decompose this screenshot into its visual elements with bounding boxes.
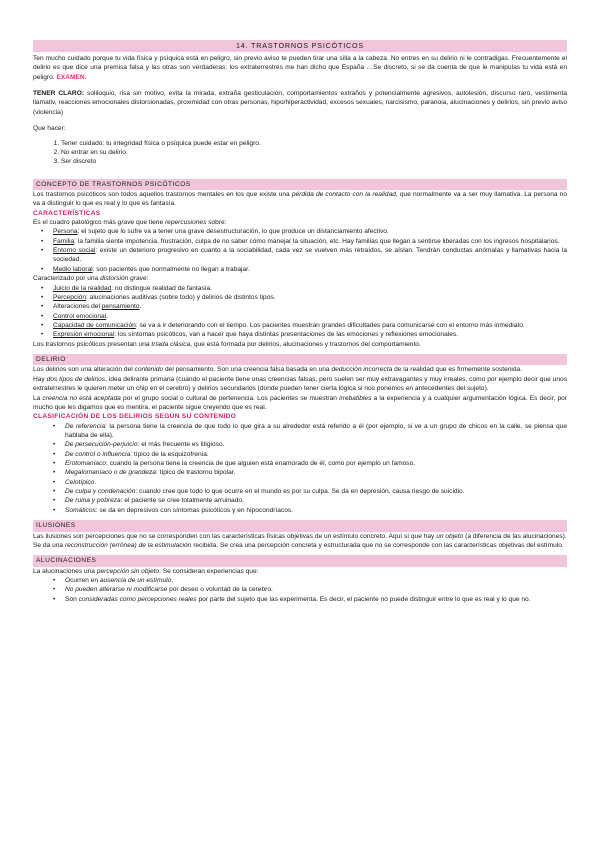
list-item: 3. Ser discreto	[61, 157, 567, 166]
list-item: • Persona: el sujeto que lo sufre va a tener una grave desestructuración, lo que produce un distanciamiento afectivo.	[33, 227, 567, 236]
delirio-paragraph-2: Hay dos tipos de delirios, idea delirante primaria (cuando el paciente tiene unas creencias falsas, pero suelen ser muy extravagantes y muy irreales, como por ejemplo decir que unos extraterrestres le quieren meter un chip en el cerebro) y delirios secundarios (donde pueden tener cierta lógica si nos ponemos en antecedentes del sujeto).	[33, 375, 568, 393]
tener-claro-text: soliloquio, risa sin motivo, evita la mirada, extraña gesticulación, comportamientos extraños y potencialmente agresivos, autolesión, discurso raro, vestimenta llamativ, reacciones emocionales distorsionadas, proximidad con otras personas, hipo/hiperactividad, excesos sexuales, narcisismo, paranoia, alucinaciones y delirios, sin previo aviso (violencia)	[33, 90, 567, 116]
exam-tag: EXAMEN.	[56, 73, 87, 81]
caracteristicas-intro: Es el cuadro patológico más grave que tiene repercusiones sobre:	[33, 219, 227, 227]
list-item: • Percepción: alucinaciones auditivas (sobre todo) y delirios de distintos tipos.	[33, 293, 567, 302]
ilusiones-paragraph-1: Las ilusiones son percepciones que no se corresponden con las características físicas objetivas de un estímulo concreto. Aquí sí que hay un objeto (a diferencia de las alucinaciones).	[33, 532, 567, 540]
list-item: • De referencia: la persona tiene la creencia de que todo lo que gira a su alrededor está referido a él (por ejemplo, si ve a un grupo de chicos en la calle, se piensa que hablaba de ella).	[45, 422, 567, 441]
delirio-paragraph-3: La creencia no está aceptada por el grupo social o cultural de pertenencia. Los pacientes se muestran irrebatibles a la experiencia y a cualquier argumentación lógica. Es decir, por mucho que les digamos que es mentira, el paciente sigue creyendo que es real.	[33, 394, 568, 411]
list-item: • De control o influencia: típico de la esquizofrenia.	[45, 450, 567, 459]
alucinaciones-list	[33, 576, 567, 604]
list-item: • Somáticos: se da en depresivos con síntomas psicóticos y en hipocondríacos.	[45, 506, 567, 515]
list-item: • No pueden alterarse ni modificarse por deseo o voluntad de la cerebro.	[45, 585, 567, 594]
repercusiones-list	[33, 227, 567, 274]
que-hacer-list	[33, 139, 567, 167]
distorsion-intro: Caracterizado por una distorsión grave:	[33, 275, 149, 283]
list-item: 2. No entrar en su delirio.	[61, 148, 567, 157]
list-item: • Megalomaníaco o de grandeza: típico de trastorno bipolar.	[45, 468, 567, 477]
list-item: • De ruina y pobreza: el paciente se cree totalmente arruinado.	[45, 496, 567, 505]
alucinaciones-intro: La alucinaciones una percepción sin objeto. Se consideran experiencias que:	[33, 567, 259, 575]
section-heading-concepto: CONCEPTO DE TRASTORNOS PSICÓTICOS	[33, 179, 567, 190]
intro-text: Ten mucho cuidado porque tu vida física y psíquica está en peligro, sin previo aviso te pueden tirar una silla a la cabeza. No entres en su delirio ni le contradigas. Frecuentemente el delirio es que dice una premisa falsa y las otras son verdaderas: los extraterrestres me han dicho que España …Se discreto, si se da cuenta de que le manipulas tu vida está en peligro.	[33, 55, 567, 81]
tener-claro-label: TENER CLARO:	[33, 90, 85, 98]
concepto-paragraph: Los trastornos psicóticos son todos aquellos trastornos mentales en los que existe una pérdida de contacto con la realidad, que normalmente va a ser muy llamativa. La persona no va a distinguir lo que es real y lo que es fantasía.	[33, 190, 567, 208]
triada-paragraph: Los trastornos psicóticos presentan una tríada clásica, que está formada por delirios, alucinaciones y trastornos del comportamiento.	[33, 340, 421, 348]
list-item: • Expresión emocional: los síntomas psicóticos, van a hacer que haya distintas presentaciones de las emociones y reflexiones emocionales.	[33, 330, 567, 339]
list-item: • Capacidad de comunicación: se va a ir deteriorando con el tiempo. Los pacientes muestran grandes dificultades para comunicarse con el entorno más inmediato.	[33, 321, 567, 330]
list-item: • Son consideradas como percepciones reales por parte del sujeto que las experimenta. Es decir, el paciente no puede distinguir entre lo que es real y lo que no.	[45, 595, 567, 604]
list-item: • Familia: la familia siente impotencia, frustración, culpa de no saber cómo manejar la situación, etc. Hay familias que llegan a sentirse liberadas con los ingresos hospitalarios.	[33, 237, 567, 246]
section-heading-caracteristicas: CARACTERÍSTICAS	[33, 209, 101, 217]
list-item: • Erotomaníaco: cuando la persona tiene la creencia de que alguien está enamorado de él, como por ejemplo un famoso.	[45, 459, 567, 468]
distorsion-list	[33, 284, 567, 340]
list-item: • Ocurren en ausencia de un estímulo.	[45, 576, 567, 585]
delirio-paragraph-1: Los delirios son una alteración del contenido del pensamiento. Son una creencia falsa basada en una deducción incorrecta de la realidad que es firmemente sostenida.	[33, 366, 523, 374]
list-item: • Entorno social: existe un deterioro progresivo en cuanto a la sociabilidad, cada vez se vuelven más retraídos, se aíslan. Tendrán conductas anómalas y llamativas hacia la sociedad.	[33, 246, 567, 265]
section-heading-delirio: DELIRIO	[33, 354, 567, 365]
section-heading-clasificacion: CLASIFICACIÓN DE LOS DELIRIOS SEGÚN SU CONTENIDO	[33, 413, 237, 421]
list-item: 1. Tener cuidado: tu integridad física o psíquica puede estar en peligro.	[61, 139, 567, 148]
list-item: • Control emocional.	[33, 312, 567, 321]
section-heading-alucinaciones: ALUCINACIONES	[33, 555, 567, 566]
list-item: • Alteraciones del pensamiento.	[33, 302, 567, 311]
list-item: • De persecución-perjuicio: el más frecuente es litigioso.	[45, 440, 567, 449]
list-item: • Medio laboral: son pacientes que normalmente no llegan a trabajar.	[33, 265, 567, 274]
delirio-types-list	[33, 422, 567, 516]
list-item: • Celotípico.	[45, 478, 567, 487]
document-body	[33, 54, 567, 604]
intro-paragraph	[33, 54, 567, 82]
list-item: • Juicio de la realidad: no distingue realidad de fantasía.	[33, 284, 567, 293]
page-title: 14. TRASTORNOS PSICÓTICOS	[33, 40, 567, 52]
section-heading-ilusiones: ILUSIONES	[33, 520, 567, 531]
tener-claro-paragraph	[33, 89, 567, 117]
que-hacer-label: Que hacer:	[33, 125, 66, 133]
ilusiones-paragraph-2: Se da una reconstrucción (errónea) de la estimulación recibida. Se crea una percepción concreta y estructurada que no se corresponde con las características objetivas del estímulo.	[33, 541, 564, 549]
list-item: • De culpa y condenación: cuando cree que todo lo que ocurre en el mundo es por su culpa. Se da en depresión, causa riesgo de suicidio.	[45, 487, 567, 496]
